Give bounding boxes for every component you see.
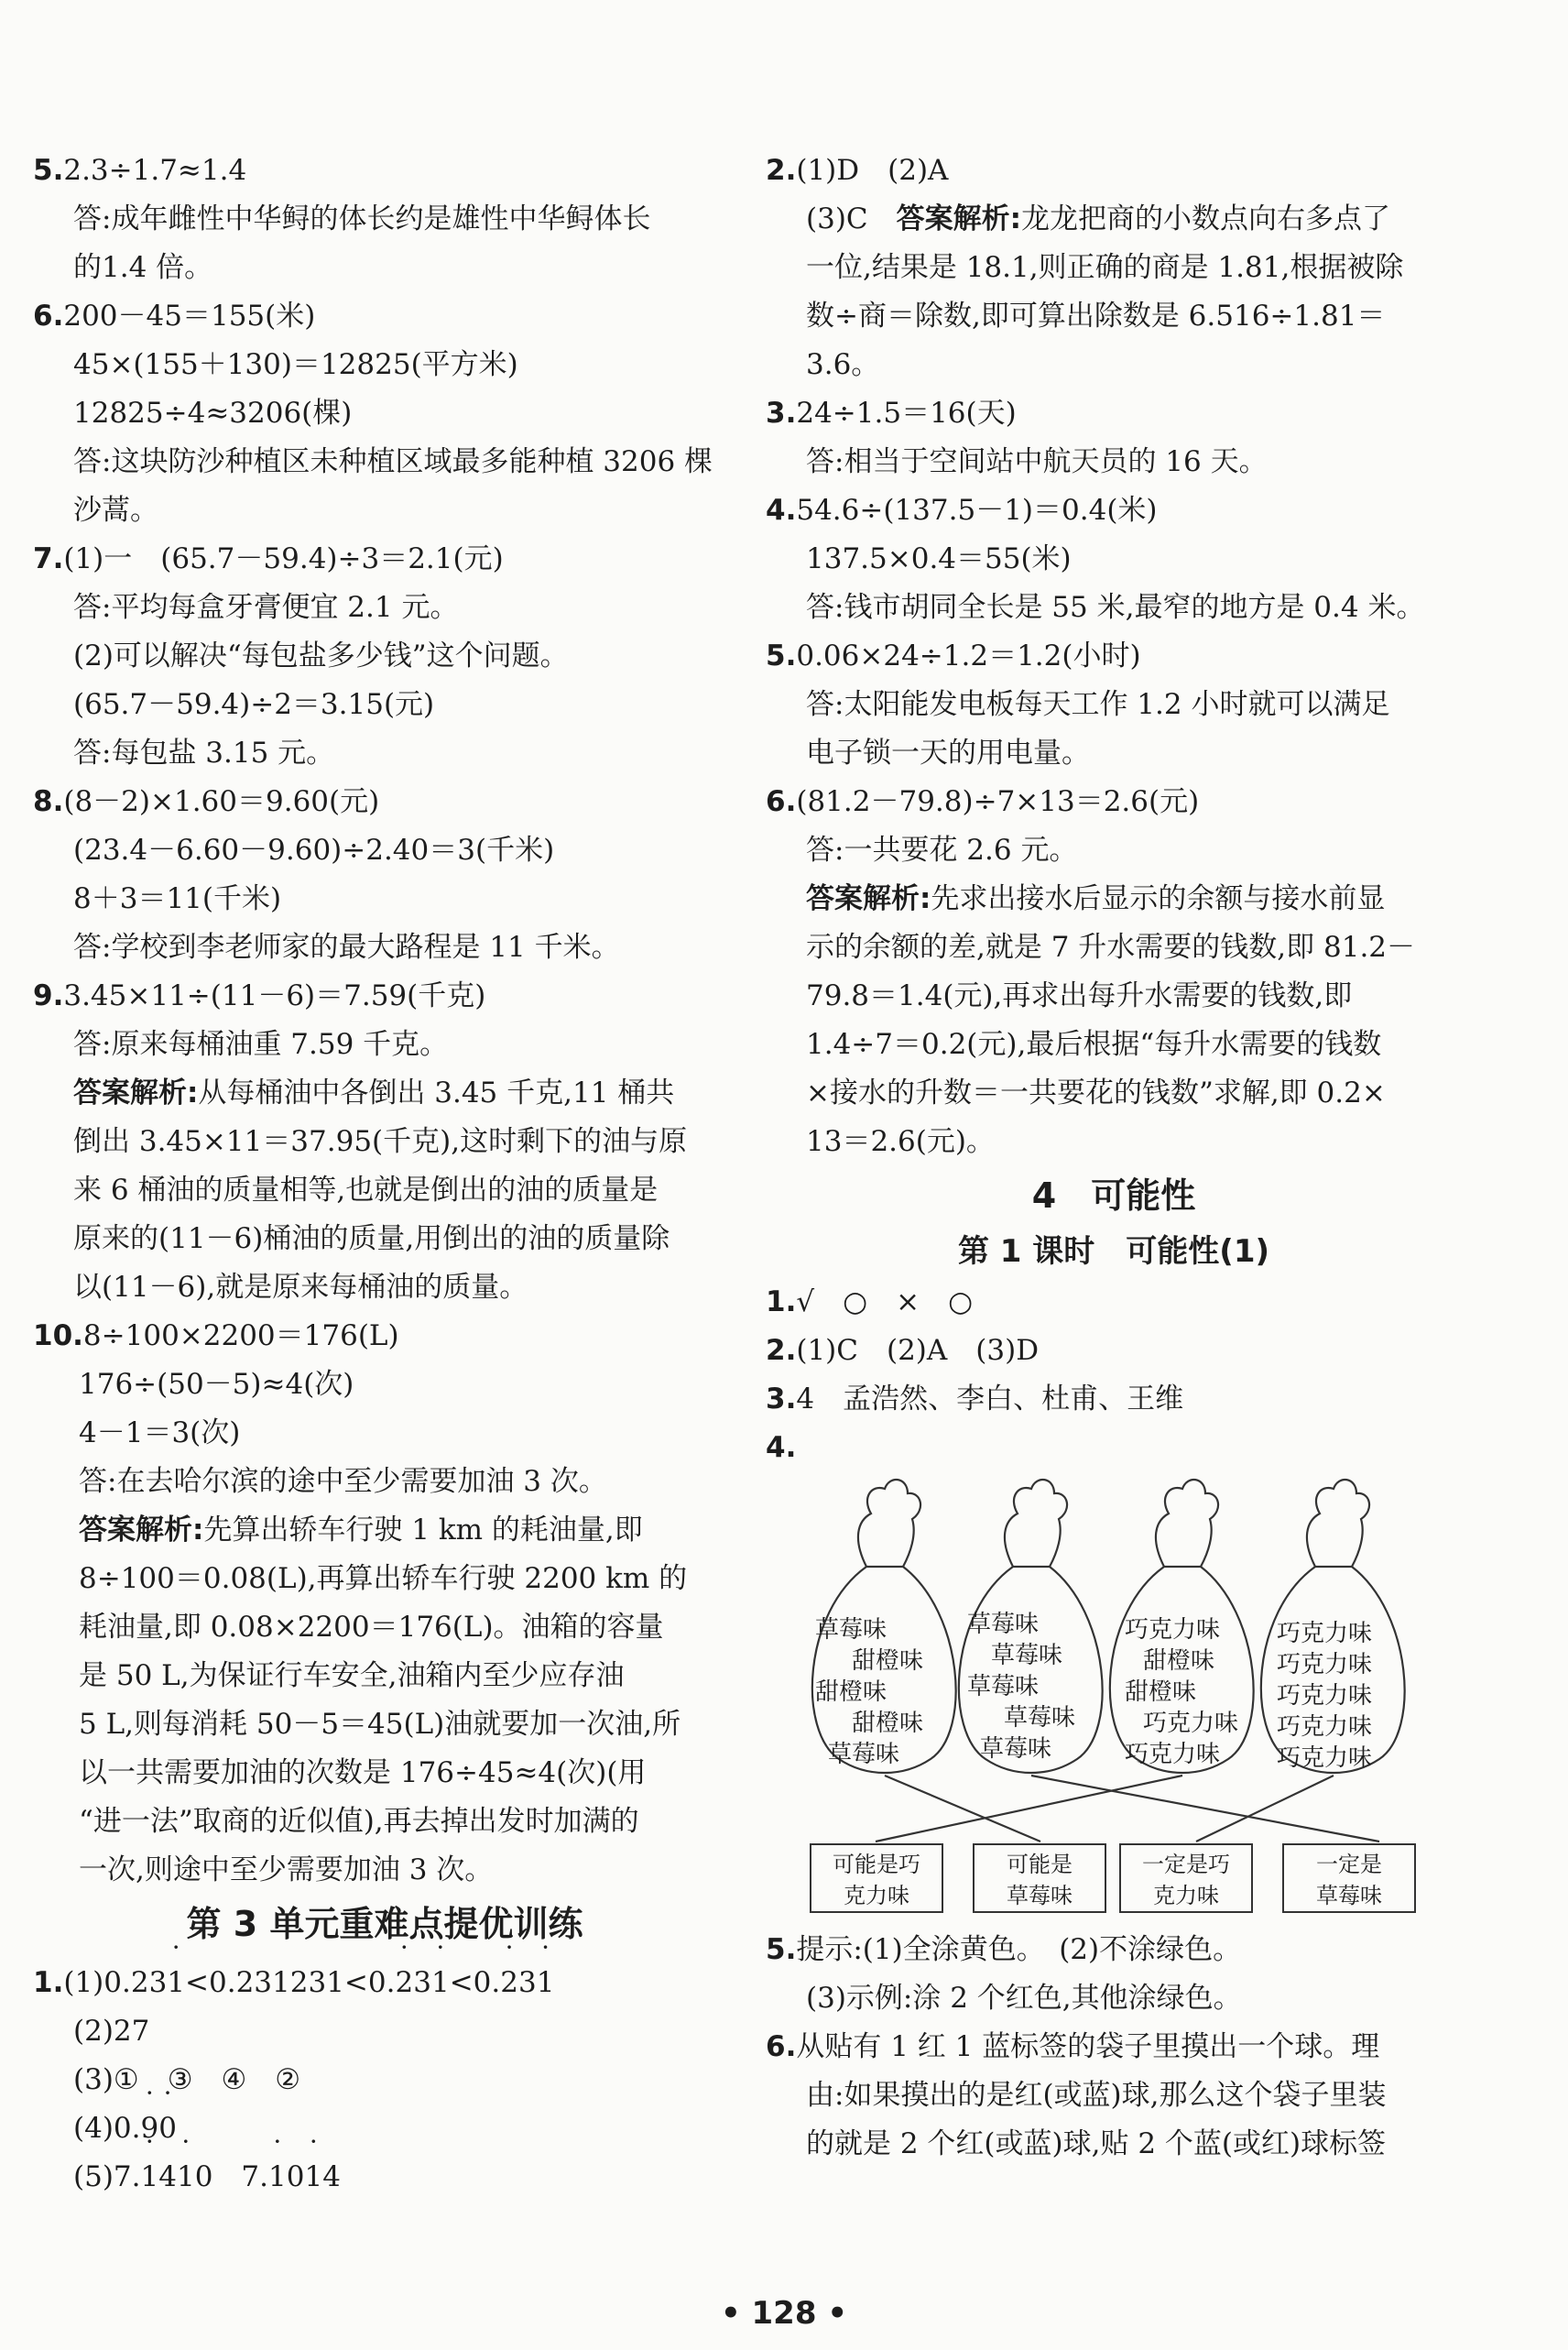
bag-item: 草莓味: [828, 1741, 900, 1768]
repeating-digit: · 9: [141, 2104, 159, 2153]
label-box-1: 可能是巧 克力味: [810, 1843, 943, 1913]
repeating-digit: · 1: [304, 2153, 322, 2202]
lesson-answer-2: 2.(1)C (2)A (3)D: [766, 1334, 1040, 1367]
repeating-digit: · 2: [395, 1959, 413, 2007]
answer-line: (3)示例:涂 2 个红色,其他涂绿色。: [806, 1982, 1242, 2015]
lesson-answer-4: 4.: [766, 1431, 797, 1464]
answer-line: 答:成年雌性中华鲟的体长约是雄性中华鲟体长: [73, 202, 651, 235]
left-column: [33, 147, 736, 2202]
bag-3-tie: [1156, 1480, 1218, 1567]
lesson-heading: 第 1 课时 可能性(1): [957, 1233, 1270, 1270]
bag-4-tie: [1307, 1480, 1369, 1567]
answer-line: (23.4－6.60－9.60)÷2.40＝3(千米): [73, 834, 555, 867]
bag-4-contents: [1277, 1618, 1372, 1774]
bag-item: 甜橙味: [1143, 1647, 1215, 1675]
label-box-2: 可能是 草莓味: [973, 1843, 1106, 1913]
analysis-line: 倒出 3.45×11＝37.95(千克),这时剩下的油与原: [73, 1125, 688, 1158]
repeating-digit: · 1: [268, 2153, 287, 2202]
repeating-digit: · 0: [158, 2104, 177, 2153]
analysis-line: 13＝2.6(元)。: [806, 1125, 995, 1158]
answer-line: 答:太阳能发电板每天工作 1.2 小时就可以满足: [806, 688, 1390, 721]
answer-line: 答:原来每桶油重 7.59 千克。: [73, 1028, 449, 1061]
answer-line: 8＋3＝11(千米): [73, 882, 282, 915]
answer-6: 6.200－45＝155(米): [33, 300, 316, 333]
answer-line: 电子锁一天的用电量。: [806, 737, 1090, 770]
analysis-line: ×接水的升数＝一共要花的钱数”求解,即 0.2×: [806, 1077, 1386, 1109]
answer-line: 答:平均每盒牙膏便宜 2.1 元。: [73, 591, 459, 624]
analysis-line: 8÷100＝0.08(L),再算出轿车行驶 2200 km 的: [79, 1562, 688, 1595]
bag-3-contents: [1125, 1614, 1238, 1770]
answer-6: 6.(81.2－79.8)÷7×13＝2.6(元): [766, 785, 1200, 818]
connector-bag1-label2: [885, 1776, 1040, 1842]
answer-line: 答:一共要花 2.6 元。: [806, 834, 1078, 867]
analysis-line: “进一法”取商的近似值),再去掉出发时加满的: [79, 1805, 639, 1838]
repeating-digit: · 1: [177, 2153, 195, 2202]
answer-line: 12825÷4≈3206(棵): [73, 397, 353, 430]
bag-item: 巧克力味: [1125, 1616, 1221, 1644]
lesson-answer-3: 3.4 孟浩然、李白、杜甫、王维: [766, 1383, 1184, 1415]
connector-bag2-label4: [1031, 1776, 1379, 1842]
answer-10: 10.8÷100×2200＝176(L): [33, 1319, 399, 1352]
bag-item: 草莓味: [980, 1735, 1052, 1763]
repeating-digit: · 1: [141, 2153, 159, 2202]
analysis-line: 一位,结果是 18.1,则正确的商是 1.81,根据被除: [806, 251, 1404, 284]
repeating-digit: · 1: [167, 1959, 185, 2007]
answer-line: 答:学校到李老师家的最大路程是 11 千米。: [73, 931, 620, 964]
bag-item: 草莓味: [815, 1616, 887, 1644]
right-column-bottom: [766, 1926, 1462, 2169]
analysis-line: 以一共需要加油的次数是 176÷45≈4(次)(用: [79, 1756, 647, 1789]
analysis-line: 3.6。: [806, 348, 880, 381]
bag-matching-diagram: [802, 1457, 1443, 1924]
label-box-3: 一定是巧 克力味: [1119, 1843, 1253, 1913]
bag-item: 草莓味: [1004, 1704, 1076, 1732]
bag-item: 巧克力味: [1277, 1651, 1373, 1678]
page-number: • 128 •: [720, 2295, 848, 2332]
repeating-digit: · 1: [431, 1959, 450, 2007]
bag-item: 巧克力味: [1277, 1744, 1373, 1772]
lesson-answer-5: 5.提示:(1)全涂黄色。 (2)不涂绿色。: [766, 1933, 1242, 1966]
answer-line: 137.5×0.4＝55(米): [806, 542, 1072, 575]
answer-line: (3)① ③ ④ ②: [73, 2063, 301, 2096]
bag-1-tie: [858, 1480, 920, 1567]
answer-5: 5.2.3÷1.7≈1.4: [33, 154, 247, 187]
bag-item: 甜橙味: [852, 1647, 924, 1675]
answer-line: 由:如果摸出的是红(或蓝)球,那么这个袋子里装: [806, 2079, 1387, 2112]
answer-4: 4.54.6÷(137.5－1)＝0.4(米): [766, 494, 1158, 527]
answer-line: (2)27: [73, 2015, 150, 2048]
analysis-line: 答案解析:先求出接水后显示的余额与接水前显: [806, 882, 1386, 915]
analysis-line: 示的余额的差,就是 7 升水需要的钱数,即 81.2－: [806, 931, 1416, 964]
answer-line: 沙蒿。: [73, 494, 158, 527]
bag-item: 巧克力味: [1125, 1741, 1221, 1768]
answer-2: 2.(1)D (2)A: [766, 154, 949, 187]
analysis-line: 79.8＝1.4(元),再求出每升水需要的钱数,即: [806, 979, 1353, 1012]
answer-line: 的1.4 倍。: [73, 251, 213, 284]
bag-item: 甜橙味: [1125, 1678, 1197, 1706]
answer-8: 8.(8－2)×1.60＝9.60(元): [33, 785, 380, 818]
bag-item: 草莓味: [967, 1611, 1040, 1638]
answer-line: 答:这块防沙种植区未种植区域最多能种植 3206 棵: [73, 445, 713, 478]
analysis-line: 答案解析:从每桶油中各倒出 3.45 千克,11 桶共: [73, 1077, 675, 1109]
bag-item: 草莓味: [991, 1642, 1063, 1669]
analysis-line: 一次,则途中至少需要加油 3 次。: [79, 1853, 494, 1886]
analysis-line: 数÷商＝除数,即可算出除数是 6.516÷1.81＝: [806, 300, 1386, 333]
answer-line: (5)7.· 14· 10 7.· 10· 14: [33, 2153, 736, 2202]
lesson-answer-1: 1.√ ○ × ○: [766, 1285, 974, 1318]
analysis-line: 来 6 桶油的质量相等,也就是倒出的油的质量是: [73, 1174, 659, 1207]
bag-item: 巧克力味: [1143, 1710, 1239, 1737]
lesson-answer-6: 6.从贴有 1 红 1 蓝标签的袋子里摸出一个球。理: [766, 2030, 1380, 2063]
answer-3: 3.24÷1.5＝16(天): [766, 397, 1017, 430]
analysis-line: 1.4÷7＝0.2(元),最后根据“每升水需要的钱数: [806, 1028, 1382, 1061]
connector-bag3-label1: [876, 1776, 1182, 1842]
bag-item: 甜橙味: [815, 1678, 887, 1706]
analysis-line: 答案解析:先算出轿车行驶 1 km 的耗油量,即: [79, 1514, 643, 1547]
bag-item: 巧克力味: [1277, 1713, 1373, 1741]
answer-line: 答:每包盐 3.15 元。: [73, 737, 335, 770]
repeating-digit: · 2: [500, 1959, 518, 2007]
answer-line: (2)可以解决“每包盐多少钱”这个问题。: [73, 639, 569, 672]
unit-heading: 第 3 单元重难点提优训练: [186, 1904, 583, 1944]
answer-line: 的就是 2 个红(或蓝)球,贴 2 个蓝(或红)球标签: [806, 2127, 1387, 2160]
repeating-digit: · 1: [537, 1959, 555, 2007]
bag-item: 草莓味: [967, 1673, 1040, 1700]
bag-2-tie: [1005, 1480, 1067, 1567]
analysis-line: 是 50 L,为保证行车安全,油箱内至少应存油: [79, 1659, 625, 1692]
bag-1-contents: [815, 1614, 923, 1770]
answer-line: 答:相当于空间站中航天员的 16 天。: [806, 445, 1268, 478]
analysis-line: 原来的(11－6)桶油的质量,用倒出的油的质量除: [73, 1222, 670, 1255]
answer-line: 4－1＝3(次): [79, 1416, 241, 1449]
answer-line: 答:在去哈尔滨的途中至少需要加油 3 次。: [79, 1465, 607, 1498]
answer-7: 7.(1)一 (65.7－59.4)÷3＝2.1(元): [33, 542, 504, 575]
analysis-line: 5 L,则每消耗 50－5＝45(L)油就要加一次油,所: [79, 1708, 681, 1741]
label-box-4: 一定是 草莓味: [1282, 1843, 1416, 1913]
answer-line: 45×(155＋130)＝12825(平方米): [73, 348, 518, 381]
answer-line: 176÷(50－5)≈4(次): [79, 1368, 354, 1401]
answer-9: 9.3.45×11÷(11－6)＝7.59(千克): [33, 979, 486, 1012]
answer-5: 5.0.06×24÷1.2＝1.2(小时): [766, 639, 1141, 672]
right-column: [766, 147, 1462, 1472]
chapter-heading: 4 可能性: [1031, 1175, 1196, 1216]
analysis-line: 耗油量,即 0.08×2200＝176(L)。油箱的容量: [79, 1611, 664, 1644]
connector-bag4-label3: [1196, 1776, 1334, 1842]
unit3-answer-1: 1.(1)0.23· 1<0.231231<0.· 23· 1<0.· 23· 1: [33, 1959, 736, 2007]
answer-line: (3)C 答案解析:龙龙把商的小数点向右多点了: [806, 202, 1391, 235]
bag-item: 甜橙味: [852, 1710, 924, 1737]
bag-2-contents: [967, 1609, 1075, 1765]
analysis-line: 以(11－6),就是原来每桶油的质量。: [73, 1271, 528, 1304]
answer-line: 答:钱市胡同全长是 55 米,最窄的地方是 0.4 米。: [806, 591, 1425, 624]
bag-item: 巧克力味: [1277, 1682, 1373, 1710]
answer-line: (65.7－59.4)÷2＝3.15(元): [73, 688, 435, 721]
bag-item: 巧克力味: [1277, 1620, 1373, 1647]
answer-line: (4)0.· 9· 0: [33, 2104, 736, 2153]
